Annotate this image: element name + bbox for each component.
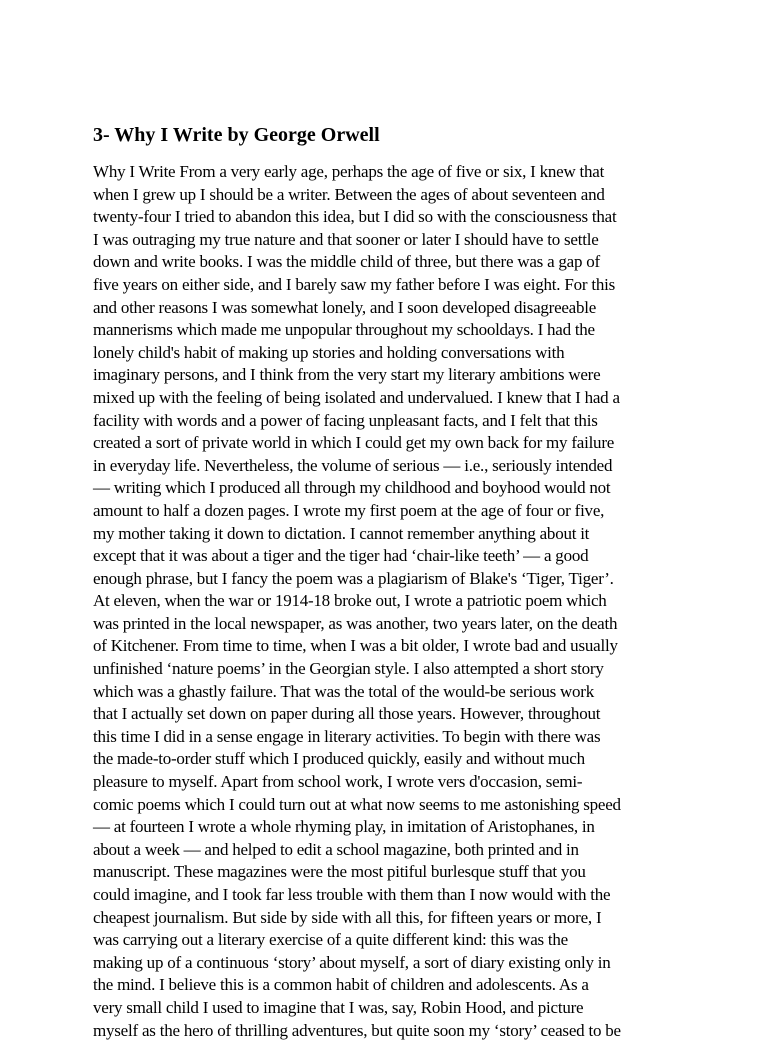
text-line: amount to half a dozen pages. I wrote my first poem at the age of four or five, (93, 500, 605, 520)
text-line: very small child I used to imagine that I was, say, Robin Hood, and picture (93, 997, 584, 1017)
text-line: created a sort of private world in which I could get my own back for my failure (93, 433, 615, 453)
essay-paragraph (93, 161, 693, 1042)
text-line: five years on either side, and I barely saw my father before I was eight. For this (93, 274, 616, 294)
text-line: cheapest journalism. But side by side with all this, for fifteen years or more, I (93, 907, 602, 927)
text-line: was printed in the local newspaper, as was another, two years later, on the death (93, 613, 618, 633)
text-line: was carrying out a literary exercise of a quite different kind: this was the (93, 930, 568, 950)
text-line: the made-to-order stuff which I produced quickly, easily and without much (93, 749, 585, 769)
text-line: imaginary persons, and I think from the very start my literary ambitions were (93, 365, 601, 385)
section-heading: 3- Why I Write by George Orwell (93, 124, 380, 146)
text-line: — writing which I produced all through my childhood and boyhood would not (93, 478, 611, 498)
text-line: twenty-four I tried to abandon this idea, but I did so with the consciousness that (93, 207, 617, 227)
text-line: and other reasons I was somewhat lonely, and I soon developed disagreeable (93, 297, 597, 317)
text-line: the mind. I believe this is a common habit of children and adolescents. As a (93, 975, 589, 995)
text-line: of Kitchener. From time to time, when I was a bit older, I wrote bad and usually (93, 636, 618, 656)
text-line: except that it was about a tiger and the tiger had ‘chair-like teeth’ — a good (93, 546, 589, 566)
text-line: this time I did in a sense engage in literary activities. To begin with there was (93, 726, 601, 746)
text-line: making up of a continuous ‘story’ about myself, a sort of diary existing only in (93, 952, 611, 972)
text-line: down and write books. I was the middle child of three, but there was a gap of (93, 252, 600, 272)
text-line: could imagine, and I took far less trouble with them than I now would with the (93, 885, 611, 904)
text-line: mixed up with the feeling of being isolated and undervalued. I knew that I had a (93, 387, 620, 407)
text-line: lonely child's habit of making up stories and holding conversations with (93, 342, 565, 362)
text-line: Why I Write From a very early age, perhaps the age of five or six, I knew that (93, 162, 605, 181)
text-line: — at fourteen I wrote a whole rhyming play, in imitation of Aristophanes, in (93, 817, 595, 837)
text-line: facility with words and a power of facing unpleasant facts, and I felt that this (93, 410, 598, 430)
text-line: myself as the hero of thrilling adventures, but quite soon my ‘story’ ceased to be (93, 1020, 621, 1040)
text-line: comic poems which I could turn out at what now seems to me astonishing speed (93, 794, 621, 814)
text-line: I was outraging my true nature and that sooner or later I should have to settle (93, 229, 599, 249)
text-line: in everyday life. Nevertheless, the volume of serious — i.e., seriously intended (93, 455, 613, 475)
text-line: pleasure to myself. Apart from school work, I wrote vers d'occasion, semi- (93, 772, 583, 792)
text-line: about a week — and helped to edit a school magazine, both printed and in (93, 839, 579, 859)
text-line: my mother taking it down to dictation. I cannot remember anything about it (93, 523, 590, 543)
text-line: that I actually set down on paper during all those years. However, throughout (93, 704, 601, 724)
text-line: which was a ghastly failure. That was the total of the would-be serious work (93, 681, 594, 701)
text-line: when I grew up I should be a writer. Between the ages of about seventeen and (93, 184, 605, 204)
text-line: unfinished ‘nature poems’ in the Georgian style. I also attempted a short story (93, 659, 604, 679)
text-line: enough phrase, but I fancy the poem was a plagiarism of Blake's ‘Tiger, Tiger’. (93, 568, 614, 588)
text-line: At eleven, when the war or 1914-18 broke out, I wrote a patriotic poem which (93, 591, 607, 611)
text-line: manuscript. These magazines were the most pitiful burlesque stuff that you (93, 862, 586, 882)
text-line: mannerisms which made me unpopular throughout my schooldays. I had the (93, 320, 595, 340)
